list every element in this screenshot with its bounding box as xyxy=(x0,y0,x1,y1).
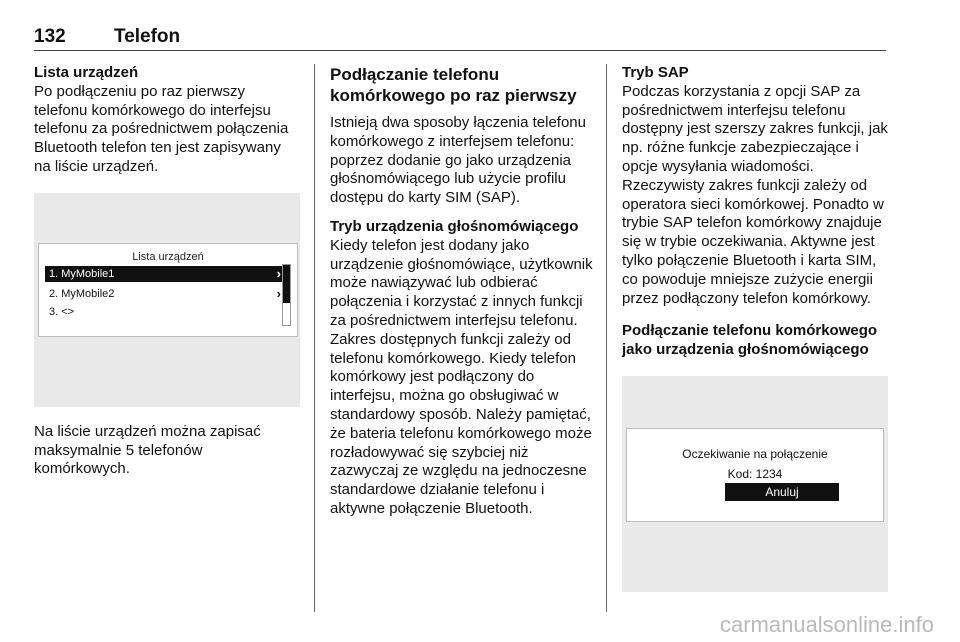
scrollbar xyxy=(282,264,291,326)
handsfree-mode-heading: Tryb urządzenia głośnomówiącego xyxy=(330,217,579,235)
sap-mode-heading: Tryb SAP xyxy=(622,64,689,81)
pairing-code: Kod: 1234 xyxy=(727,466,783,481)
device-list-limit-paragraph: Na liście urządzeń można zapisać maksymalnie 5 telefonów komórkowych. xyxy=(34,422,261,478)
device-list-item xyxy=(45,304,285,320)
device-list-heading: Lista urządzeń xyxy=(34,64,139,81)
chevron-right-icon: › xyxy=(276,265,281,281)
device-label: 3. <> xyxy=(49,305,75,318)
page-number: 132 xyxy=(34,26,66,47)
chapter-title: Telefon xyxy=(114,26,181,47)
page-header xyxy=(34,26,886,50)
column-divider xyxy=(606,64,607,612)
column-2 xyxy=(330,64,598,519)
device-list-paragraph: Po podłączeniu po raz pierwszy telefonu komórkowego do interfejsu telefonu za pośrednictwem połączenia Bluetooth telefon ten jest zapisywany na liście urządzeń. xyxy=(34,82,289,175)
connect-handsfree-heading: Podłączanie telefonu komórkowego jako urządzenia głośnomówiącego xyxy=(622,322,878,359)
device-list-figure xyxy=(34,193,300,407)
device-label: 2. MyMobile2 xyxy=(49,287,115,300)
pairing-screen xyxy=(626,428,884,522)
scrollbar-thumb xyxy=(283,265,290,303)
cancel-button: Anuluj xyxy=(725,483,839,501)
chevron-right-icon: › xyxy=(276,285,281,301)
screen-title: Lista urządzeń xyxy=(132,250,204,263)
column-divider xyxy=(314,64,315,612)
column-3 xyxy=(622,64,888,608)
column-1 xyxy=(34,64,300,479)
device-label: 1. MyMobile1 xyxy=(49,267,115,280)
waiting-message: Oczekiwanie na połączenie xyxy=(682,446,828,461)
device-list-item xyxy=(45,286,285,302)
sap-mode-paragraph: Podczas korzystania z opcji SAP za pośrednictwem interfejsu telefonu dostępny jest szerszy zakres funkcji, jak np. różne funkcje zabezpieczające i opcje wysyłania wiadomości. Rzeczywisty zakres funkcji zależy od operatora sieci komórkowej. Ponadto w trybie SAP telefon komórkowy znajduje się w trybie oczekiwania. Aktywne jest tylko połączenie Bluetooth i karta SIM, co powoduje mniejsze zużycie energii przez podłączony telefon komórkowy. xyxy=(622,82,888,307)
handsfree-mode-paragraph: Kiedy telefon jest dodany jako urządzenie głośnomówiące, użytkownik może nawiązywać lub odbierać połączenia i korzystać z innych funkcji za pośrednictwem interfejsu telefonu. Zakres dostępnych funkcji zależy od telefonu komórkowego. Kiedy telefon komórkowy jest podłączony do interfejsu, można go obsługiwać w standardowy sposób. Należy pamiętać, że bateria telefonu komórkowego może rozładowywać się szybciej niż zazwyczaj ze względu na jednoczesne standardowe działanie telefonu i aktywne połączenie Bluetooth. xyxy=(330,236,593,517)
watermark: carmanualsonline.info xyxy=(719,612,934,637)
section-heading: Podłączanie telefonu komórkowego po raz pierwszy xyxy=(330,65,577,105)
connection-methods-paragraph: Istnieją dwa sposoby łączenia telefonu komórkowego z interfejsem telefonu: poprzez dodanie go jako urządzenia głośnomówiącego lub użycie profilu dostępu do karty SIM (SAP). xyxy=(330,114,586,207)
device-list-screen xyxy=(38,243,298,337)
pairing-figure xyxy=(622,376,888,592)
header-rule xyxy=(34,50,886,51)
device-list-item xyxy=(45,266,285,282)
